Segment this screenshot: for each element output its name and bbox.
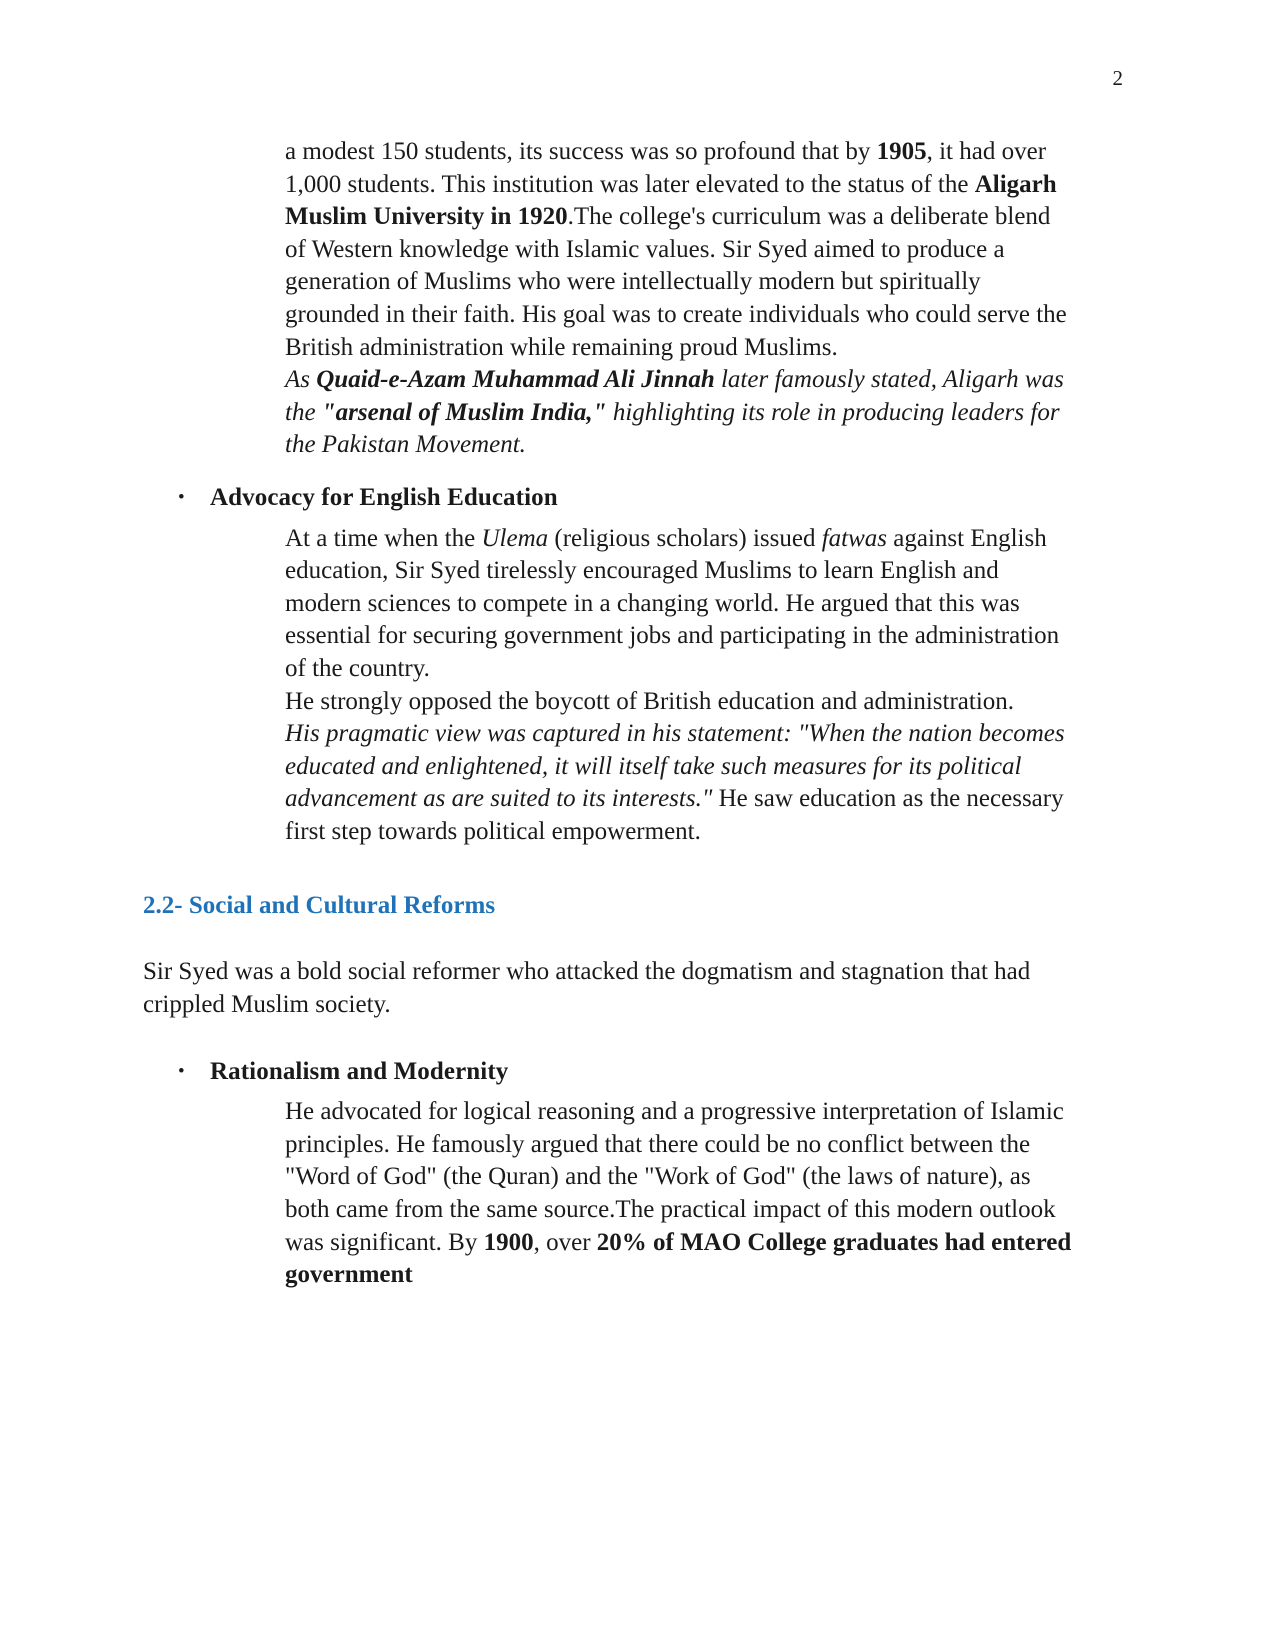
para1-text-2: , it had over 1,000 students. This institution was later elevated to the status of the [285,138,1047,198]
paragraph-opposed-boycott [285,686,1075,719]
quote1-text-2: later famously stated, Aligarh was the [285,366,1064,426]
para2-italic-ulema: Ulema [481,524,549,552]
paragraph-bold-social-reformer [143,956,1075,1021]
para6-text-1: He advocated for logical reasoning and a progressive interpretation of Islamic principles. He famously argued that there could be no conflict between the "Word of God" (the Quran) and the "Work of God" (the laws of nature), as both came from the same source.The practical impact of this modern outlook was significant. By [285,1098,1064,1256]
para5-text-1: Sir Syed was a bold social reformer who attacked the dogmatism and stagnation that had crippled Muslim society. [143,958,1031,1019]
section-heading-2-2: 2.2- Social and Cultural Reforms [143,892,496,920]
page-number: 2 [1112,66,1123,90]
paragraph-rationalism-detail [285,1096,1075,1292]
paragraph-pragmatic-view [285,718,1075,848]
list-item-rationalism-modernity [178,1056,1075,1089]
bullet-dot-icon: • [178,486,185,508]
bullet-label-advocacy: Advocacy for English Education [210,483,558,511]
para2-text-1: At a time when the [285,524,482,552]
para1-text-3: .The college's curriculum was a deliberate blend of Western knowledge with Islamic values. Sir Syed aimed to produce a generation of Muslims who were intellectually modern but spiritually grounded in their faith. His goal was to create individuals who could serve the British administration while remaining proud Muslims. [285,203,1067,361]
para6-bold-1900: 1900 [483,1228,534,1256]
paragraph-ulema-fatwas [285,523,1075,686]
para6-text-2: , over [533,1228,597,1256]
quote1-bold-jinnah: Quaid-e-Azam Muhammad Ali Jinnah [316,366,715,394]
para2-italic-fatwas: fatwas [821,524,887,552]
para2-text-2: (religious scholars) issued [548,524,822,552]
para3-text-1: He strongly opposed the boycott of British education and administration. [285,687,1015,715]
para1-bold-1905: 1905 [876,138,927,165]
list-item-advocacy-english-education [178,482,1075,515]
para6-bold-mao-stat: 20% of MAO College graduates had entered government [285,1228,1072,1289]
bullet-label-rationalism: Rationalism and Modernity [210,1057,509,1085]
bullet-dot-icon: • [178,1060,185,1082]
quote1-text-3: highlighting its role in producing leaders for the Pakistan Movement. [285,398,1060,459]
para4-italic-quote: His pragmatic view was captured in his statement: "When the nation becomes educated and enlightened, it will itself take such measures for its political advancement as are suited to its interests." [285,720,1065,813]
page-content [143,136,1075,1292]
para1-text-1: a modest 150 students, its success was so profound that by [285,138,877,165]
paragraph-aligarh-college [285,136,1075,364]
para4-text-1: He saw education as the necessary first step towards political empowerment. [285,785,1064,845]
quote1-text-1: As [285,366,317,394]
para2-text-3: against English education, Sir Syed tirelessly encouraged Muslims to learn English and modern sciences to compete in a changing world. He argued that this was essential for securing government jobs and participating in the administration of the country. [285,524,1060,682]
paragraph-jinnah-quote [285,364,1075,462]
quote1-bold-arsenal: "arsenal of Muslim India," [321,398,607,426]
para1-bold-amu: Aligarh Muslim University in 1920 [285,170,1057,231]
